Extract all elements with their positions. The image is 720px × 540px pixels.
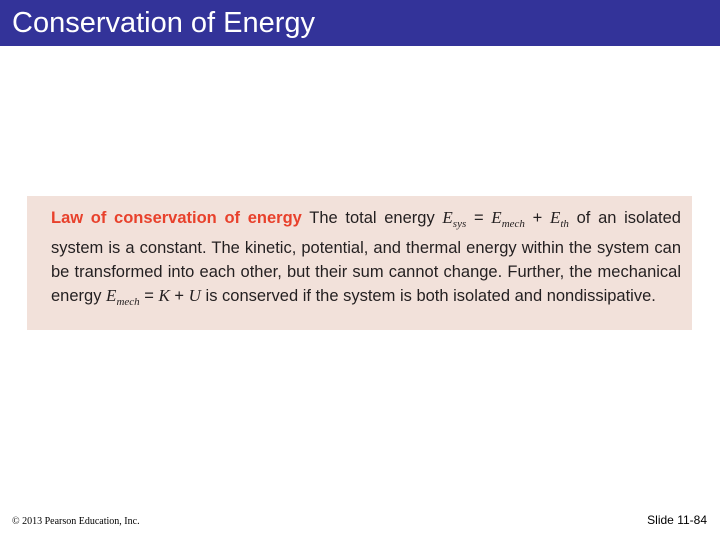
k-symbol: K [158,286,170,305]
slide-number: Slide 11-84 [647,513,707,527]
law-sentence2-suffix: is conserved if the system is both isolated and nondissipative. [205,287,656,305]
equals-sign-2: = [144,287,154,305]
e-mech2-symbol: E [106,286,117,305]
e-th-symbol: E [549,208,561,227]
e-sys-subscript: sys [452,218,467,230]
law-box [27,196,692,330]
equals-sign: = [473,209,484,227]
plus-sign-2: + [174,287,185,305]
title-bar [0,0,720,46]
e-mech-symbol: E [491,208,502,227]
u-symbol: U [188,286,201,305]
e-sys-symbol: E [442,208,453,227]
e-th-subscript: th [560,218,569,230]
e-mech2-subscript: mech [116,296,140,308]
slide-title: Conservation of Energy [12,7,316,39]
plus-sign: + [532,209,543,227]
e-mech-subscript: mech [501,218,525,230]
law-heading: Law of conservation of energy [51,209,302,227]
law-text [51,206,681,314]
copyright-notice: © 2013 Pearson Education, Inc. [12,516,140,527]
law-sentence1-suffix: of an isolated system is a constant. The kinetic, potential, and thermal energy within the system can be transformed into each other, but their sum cannot change. Further, the mechanical energy [51,209,681,305]
law-sentence1-prefix: The total energy [309,209,435,227]
